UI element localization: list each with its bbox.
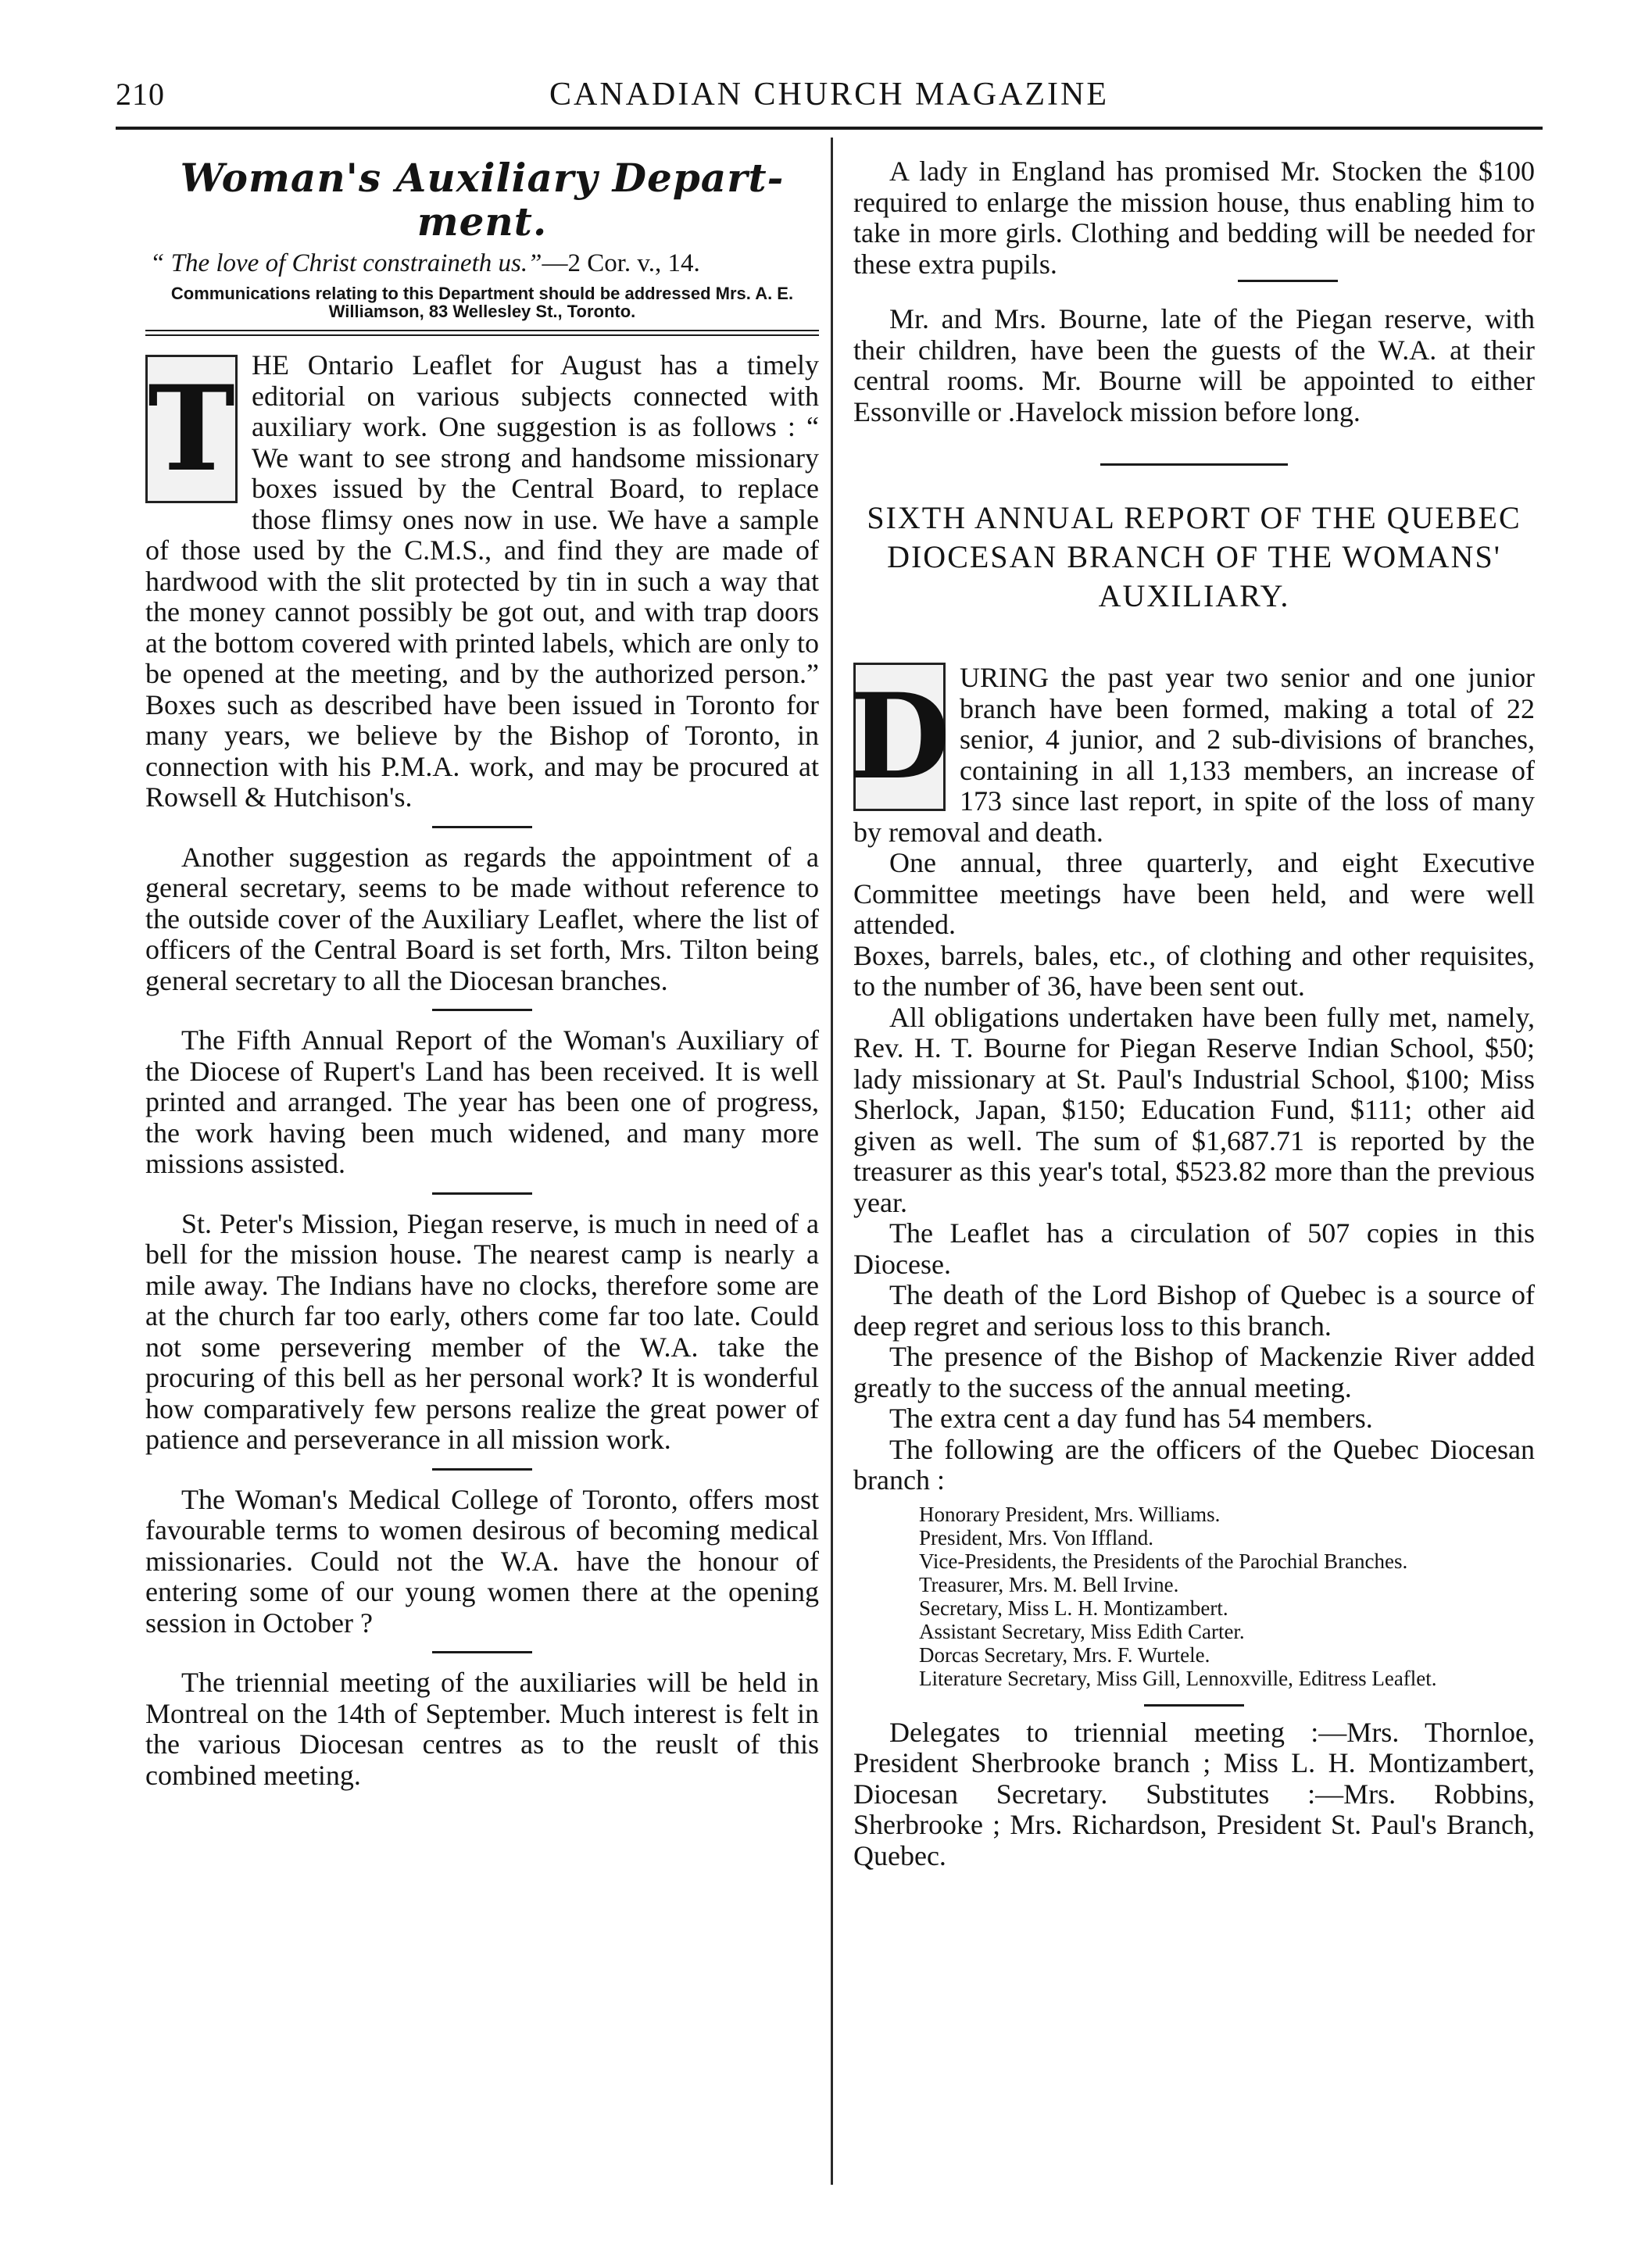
divider — [1238, 280, 1338, 282]
report-paragraph-obligations: All obligations undertaken have been fully met, namely, Rev. H. T. Bourne for Piegan Reserve Indian School, $50; lady missionary at St. Paul's Industrial School, $100; Miss Sherlock, Japan, $150; Education Fund, $111; other aid given as well. The sum of $1,687.71 is reported by the treasurer as this year's total, $523.82 more than the previous year. — [853, 1001, 1535, 1218]
motto-quote: “ The love of Christ constraineth us.” — [150, 249, 542, 277]
officers-list — [853, 1503, 1535, 1690]
divider — [1100, 463, 1288, 466]
officer-entry: Honorary President, Mrs. Williams. — [919, 1502, 1221, 1526]
dropcap-t — [145, 355, 238, 503]
page-header — [116, 76, 1543, 124]
dropcap-d — [848, 663, 951, 811]
divider — [1144, 1704, 1244, 1707]
motto-citation: —2 Cor. v., 14. — [542, 249, 700, 277]
department-title: Woman's Auxiliary Depart-ment. — [180, 155, 785, 245]
officer-entry: Literature Secretary, Miss Gill, Lennoxville, Editress Leaflet. — [919, 1666, 1437, 1690]
officer-entry: Vice-Presidents, the Presidents of the Parochial Branches. — [919, 1549, 1408, 1573]
officer-entry: Assistant Secretary, Miss Edith Carter. — [919, 1619, 1245, 1643]
paragraph-ontario-leaflet: HE Ontario Leaflet for August has a timely editorial on various subjects connected with auxiliary work. One suggestion is as follows : “ We want to see strong and handsome missionary boxes issued by the Central Board, to replace those flimsy ones now in use. We have a sample of those used by the C.M.S., and find they are made of hardwood with the slit protected by tin in such a way that the money cannot possibly be got out, and with trap doors at the bottom covered with printed labels, which are only to be opened at the meeting, and by the authorized person.” Boxes such as described have been issued in Toronto for many years, we believe by the Bishop of Toronto, in connection with his P.M.A. work, and may be procured at Rowsell & Hutchison's. — [145, 349, 819, 813]
section-double-rule — [145, 330, 819, 336]
divider — [432, 1009, 532, 1011]
report-paragraph-cent-fund: The extra cent a day fund has 54 members. — [889, 1403, 1373, 1434]
officer-entry: Dorcas Secretary, Mrs. F. Wurtele. — [919, 1642, 1210, 1667]
paragraph-medical-college: The Woman's Medical College of Toronto, offers most favourable terms to women desirous of becoming medical missionaries. Could not the W.A. have the honour of entering some of our young women there at the opening session in October ? — [145, 1483, 819, 1639]
divider — [432, 1192, 532, 1195]
left-column — [145, 156, 819, 1791]
report-paragraph-meetings: One annual, three quarterly, and eight Executive Committee meetings have been held, and were well attended. — [853, 847, 1535, 940]
report-paragraph-bishop-mackenzie: The presence of the Bishop of Mackenzie River added greatly to the success of the annual meeting. — [853, 1341, 1535, 1403]
divider — [432, 826, 532, 828]
divider — [432, 1651, 532, 1653]
header-rule — [116, 127, 1543, 130]
officer-entry: President, Mrs. Von Iffland. — [919, 1525, 1153, 1549]
paragraph-bourne: Mr. and Mrs. Bourne, late of the Piegan reserve, with their children, have been the guests of the W.A. at their central rooms. Mr. Bourne will be appointed to either Essonville or .Havelock mission before long. — [853, 303, 1535, 427]
right-column — [848, 155, 1535, 1871]
report-paragraph-delegates: Delegates to triennial meeting :—Mrs. Thornloe, President Sherbrooke branch ; Miss L. H. Montizambert, Diocesan Secretary. Substitutes :—Mrs. Robbins, Sherbrooke ; Mrs. Richardson, President St. Paul's Branch, Quebec. — [853, 1716, 1535, 1871]
report-paragraph-death-of-bishop: The death of the Lord Bishop of Quebec is a source of deep regret and serious loss to this branch. — [853, 1279, 1535, 1342]
magazine-title: CANADIAN CHURCH MAGAZINE — [549, 77, 1109, 113]
officer-entry: Treasurer, Mrs. M. Bell Irvine. — [919, 1572, 1179, 1596]
paragraph-fifth-annual-report: The Fifth Annual Report of the Woman's Auxiliary of the Diocese of Rupert's Land has been received. It is well printed and arranged. The year has been one of progress, the work having been much widened, and many more missions assisted. — [145, 1024, 819, 1179]
column-rule — [831, 138, 833, 2185]
report-paragraph-leaflet: The Leaflet has a circulation of 507 copies in this Diocese. — [853, 1217, 1535, 1280]
report-title: SIXTH ANNUAL REPORT OF THE QUEBEC DIOCESAN BRANCH OF THE WOMANS' AUXILIARY. — [867, 500, 1521, 613]
report-paragraph-boxes: Boxes, barrels, bales, etc., of clothing and other requisites, to the number of 36, have been sent out. — [853, 939, 1535, 1002]
report-paragraph-branches: URING the past year two senior and one junior branch have been formed, making a total of 22 senior, 4 junior, and 2 sub-divisions of branches, containing in all 1,133 members, an increase of 173 since last report, in spite of the loss of many by removal and death. — [853, 662, 1535, 848]
paragraph-general-secretary: Another suggestion as regards the appointment of a general secretary, seems to be made without reference to the outside cover of the Auxiliary Leaflet, where the list of officers of the Central Board is set forth, Mrs. Tilton being general secretary to all the Diocesan branches. — [145, 841, 819, 996]
divider — [432, 1468, 532, 1471]
report-paragraph-officers-intro: The following are the officers of the Quebec Diocesan branch : — [853, 1433, 1535, 1496]
paragraph-mission-house: A lady in England has promised Mr. Stocken the $100 required to enlarge the mission house, thus enabling him to take in more girls. Clothing and bedding will be needed for these extra pupils. — [853, 155, 1535, 280]
officer-entry: Secretary, Miss L. H. Montizambert. — [919, 1596, 1228, 1620]
department-note: Communications relating to this Department should be addressed Mrs. A. E. Williamson, 83 Wellesley St., Toronto. — [170, 284, 794, 321]
dropcap-letter: T — [148, 360, 235, 498]
department-motto — [145, 248, 819, 278]
paragraph-st-peters-mission: St. Peter's Mission, Piegan reserve, is much in need of a bell for the mission house. The nearest camp is nearly a mile away. The Indians have no clocks, therefore some are at the church far too early, others come far too late. Could not some persevering member of the W.A. take the procuring of this bell as her personal work? It is wonderful how comparatively few persons realize the great power of patience and perseverance in all mission work. — [145, 1207, 819, 1455]
page-number: 210 — [116, 77, 165, 112]
dropcap-letter: D — [848, 668, 951, 806]
paragraph-triennial-meeting: The triennial meeting of the auxiliaries will be held in Montreal on the 14th of September. Much interest is felt in the various Diocesan centres as to the reuslt of this combined meeting. — [145, 1667, 819, 1791]
